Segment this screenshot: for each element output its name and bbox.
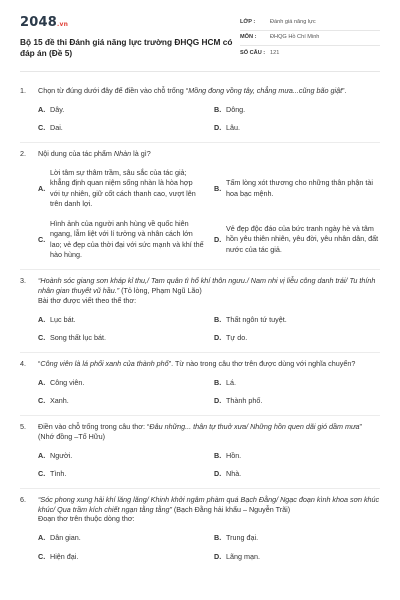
- meta-value: ĐHQG Hồ Chí Minh: [270, 34, 320, 41]
- question-head: [20, 495, 380, 524]
- option-d[interactable]: [214, 224, 380, 255]
- document-title: Bộ 15 đề thi Đánh giá năng lực trường ĐHQG HCM có đáp án (Đề 5): [20, 36, 233, 59]
- option-text: Song thất lục bát.: [50, 333, 106, 343]
- option-letter: B.: [214, 450, 222, 460]
- options: [20, 442, 380, 482]
- logo-main: 2048: [20, 15, 57, 30]
- meta-label: LỚP :: [240, 19, 256, 26]
- option-text: Hiện đại.: [50, 551, 79, 561]
- option-d[interactable]: [214, 333, 380, 343]
- option-letter: D.: [214, 123, 222, 133]
- question-text: [38, 495, 380, 524]
- option-letter: D.: [214, 396, 222, 406]
- option-letter: D.: [214, 469, 222, 479]
- question-text-end: (Bạch Đằng hải khẩu – Nguyễn Trãi): [171, 504, 291, 514]
- meta-row-subject: [240, 31, 380, 46]
- meta-table: [240, 16, 380, 61]
- option-letter: D.: [214, 551, 222, 561]
- question-text-plain: Điền vào chỗ trống trong câu thơ: “: [38, 422, 150, 432]
- option-b[interactable]: [214, 451, 380, 461]
- meta-row-class: [240, 16, 380, 31]
- question-3: [20, 270, 380, 353]
- option-letter: C.: [38, 396, 46, 406]
- logo-suffix: .vn: [56, 21, 69, 28]
- option-letter: A.: [38, 533, 46, 543]
- option-c[interactable]: [38, 469, 204, 479]
- option-letter: C.: [38, 333, 46, 343]
- question-text: [38, 359, 380, 369]
- option-text: Xanh.: [50, 396, 69, 406]
- option-letter: C.: [38, 234, 46, 244]
- option-letter: B.: [214, 183, 222, 193]
- question-text-line2: Bài thơ được viết theo thể thơ:: [38, 295, 137, 305]
- option-text: Hình ảnh của người anh hùng về quốc hiên ngang, lẫm liệt với lí tưởng và nhân cách lớn lao; vẻ đẹp của thời đại với sức mạnh và khí thế hào hùng.: [50, 218, 204, 259]
- option-d[interactable]: [214, 396, 380, 406]
- meta-value: Đánh giá năng lực: [270, 19, 316, 26]
- option-b[interactable]: [214, 315, 380, 325]
- question-text: [38, 276, 380, 305]
- option-text: Tấm lòng xót thương cho những thân phận tài hoa bạc mệnh.: [226, 178, 373, 198]
- meta-row-count: [240, 46, 380, 61]
- question-text-plain: Nội dung của tác phẩm: [38, 149, 114, 159]
- option-c[interactable]: [38, 219, 204, 261]
- option-c[interactable]: [38, 333, 204, 343]
- meta-value: 121: [270, 49, 280, 56]
- question-text: [38, 86, 380, 96]
- question-head: [20, 86, 380, 96]
- option-letter: D.: [214, 234, 222, 244]
- options: [20, 524, 380, 564]
- question-text-end: là gì?: [131, 149, 151, 159]
- question-number: 1.: [20, 86, 26, 95]
- question-text-plain: Chọn từ đúng dưới đây để điền vào chỗ trống “: [38, 86, 189, 95]
- option-letter: B.: [214, 104, 222, 114]
- option-letter: C.: [38, 469, 46, 479]
- option-text: Thành phố.: [226, 396, 263, 406]
- option-text: Vẻ đẹp độc đáo của bức tranh ngày hè và tâm hồn yêu thiên nhiên, yêu đời, yêu nhân dân, đất nước của tác giả.: [226, 223, 379, 254]
- options: [20, 369, 380, 409]
- question-number: 5.: [20, 422, 26, 432]
- question-head: [20, 359, 380, 369]
- option-a[interactable]: [38, 451, 204, 461]
- option-text: Lục bát.: [50, 314, 76, 324]
- option-letter: A.: [38, 104, 46, 114]
- header-divider: [20, 71, 380, 72]
- question-number: 3.: [20, 276, 26, 286]
- question-text-plain: “: [38, 358, 41, 368]
- question-text-italic: Đâu những... thân tự thuở xưa/ Những hồn quen dãi gió dầm mưa: [149, 422, 360, 432]
- question-text-italic: Nhàn: [113, 149, 132, 159]
- option-letter: A.: [38, 314, 46, 324]
- option-a[interactable]: [38, 168, 204, 210]
- option-letter: C.: [38, 123, 46, 133]
- option-text: Trung đại.: [226, 533, 259, 543]
- question-4: [20, 353, 380, 416]
- question-number: 4.: [20, 358, 26, 368]
- option-d[interactable]: [214, 552, 380, 562]
- options: [20, 306, 380, 346]
- option-text: Công viên.: [50, 377, 85, 387]
- option-a[interactable]: [38, 315, 204, 325]
- option-text: Dai.: [50, 123, 63, 133]
- question-6: [20, 489, 380, 571]
- question-head: [20, 276, 380, 305]
- meta-label: MÔN :: [240, 34, 257, 41]
- question-text-end: ”.: [342, 86, 347, 95]
- question-text-line2: Đoạn thơ trên thuộc dòng thơ:: [38, 514, 135, 524]
- option-letter: A.: [38, 377, 46, 387]
- option-c[interactable]: [38, 123, 204, 133]
- question-2: [20, 143, 380, 270]
- option-letter: A.: [38, 450, 46, 460]
- option-c[interactable]: [38, 552, 204, 562]
- option-d[interactable]: [214, 123, 380, 133]
- option-text: Lời tâm sự thâm trầm, sâu sắc của tác giả; khẳng định quan niệm sống nhàn là hòa hợp với tự nhiên, giữ cốt cách thanh cao, vượt lên trên danh lợi.: [50, 167, 196, 209]
- header: [20, 14, 380, 61]
- question-text-italic: “Sóc phong xung hải khí lăng lăng/ Khinh khởi ngâm phàm quá Bạch Đằng/ Ngạc đoạn kình khoa sơn khúc khúc/ Qua trầm kích chiết ngạn tằng tằng”: [38, 495, 380, 514]
- question-number: 6.: [20, 495, 26, 504]
- header-left: [20, 14, 235, 60]
- question-5: [20, 416, 380, 489]
- option-text: Người.: [50, 450, 73, 460]
- question-text: [38, 149, 380, 159]
- question-head: [20, 149, 380, 159]
- question-text-end: ” (Nhớ đồng –Tố Hữu): [38, 422, 362, 441]
- option-text: Dông.: [226, 104, 246, 114]
- option-letter: C.: [38, 551, 46, 561]
- question-head: [20, 422, 380, 441]
- options: [20, 159, 380, 264]
- option-text: Thất ngôn tứ tuyệt.: [226, 314, 287, 324]
- option-b[interactable]: [214, 378, 380, 388]
- option-text: Tự do.: [226, 333, 248, 343]
- question-number: 2.: [20, 149, 26, 159]
- option-text: Dây.: [50, 104, 65, 114]
- option-c[interactable]: [38, 396, 204, 406]
- option-text: Lâu.: [226, 123, 240, 133]
- option-text: Nhà.: [226, 469, 242, 479]
- question-text-end: ”. Từ nào trong câu thơ trên được dùng với nghĩa chuyển?: [168, 358, 356, 368]
- option-text: Lãng mạn.: [226, 551, 260, 561]
- site-logo[interactable]: [20, 14, 235, 32]
- option-d[interactable]: [214, 469, 380, 479]
- option-b[interactable]: [214, 178, 380, 199]
- meta-label: SỐ CÂU :: [240, 49, 266, 56]
- question-text-italic: “Hoành sóc giang sơn kháp kỉ thu,/ Tam quân tì hổ khí thôn ngưu./ Nam nhi vị liễu công danh trái/ Tu thính nhân gian thuyết vũ hầu.”: [38, 276, 376, 296]
- question-text: [38, 422, 380, 441]
- option-letter: D.: [214, 333, 222, 343]
- question-text-italic: Công viên là lá phổi xanh của thành phố: [40, 358, 169, 368]
- option-text: Dân gian.: [50, 533, 81, 543]
- option-text: Tình.: [50, 469, 67, 479]
- option-letter: A.: [38, 183, 46, 193]
- option-text: Lá.: [226, 377, 236, 387]
- option-a[interactable]: [38, 533, 204, 543]
- option-letter: B.: [214, 377, 222, 387]
- option-b[interactable]: [214, 533, 380, 543]
- question-text-end: (Tỏ lòng, Phạm Ngũ Lão): [119, 286, 202, 296]
- option-letter: B.: [214, 314, 222, 324]
- option-b[interactable]: [214, 105, 380, 115]
- options: [20, 96, 380, 136]
- option-a[interactable]: [38, 378, 204, 388]
- option-letter: B.: [214, 533, 222, 543]
- question-1: [20, 80, 380, 143]
- question-text-italic: Mồng đong vồng tây, chẳng mưa...cũng bão giật: [188, 86, 343, 95]
- option-text: Hồn.: [226, 450, 242, 460]
- option-a[interactable]: [38, 105, 204, 115]
